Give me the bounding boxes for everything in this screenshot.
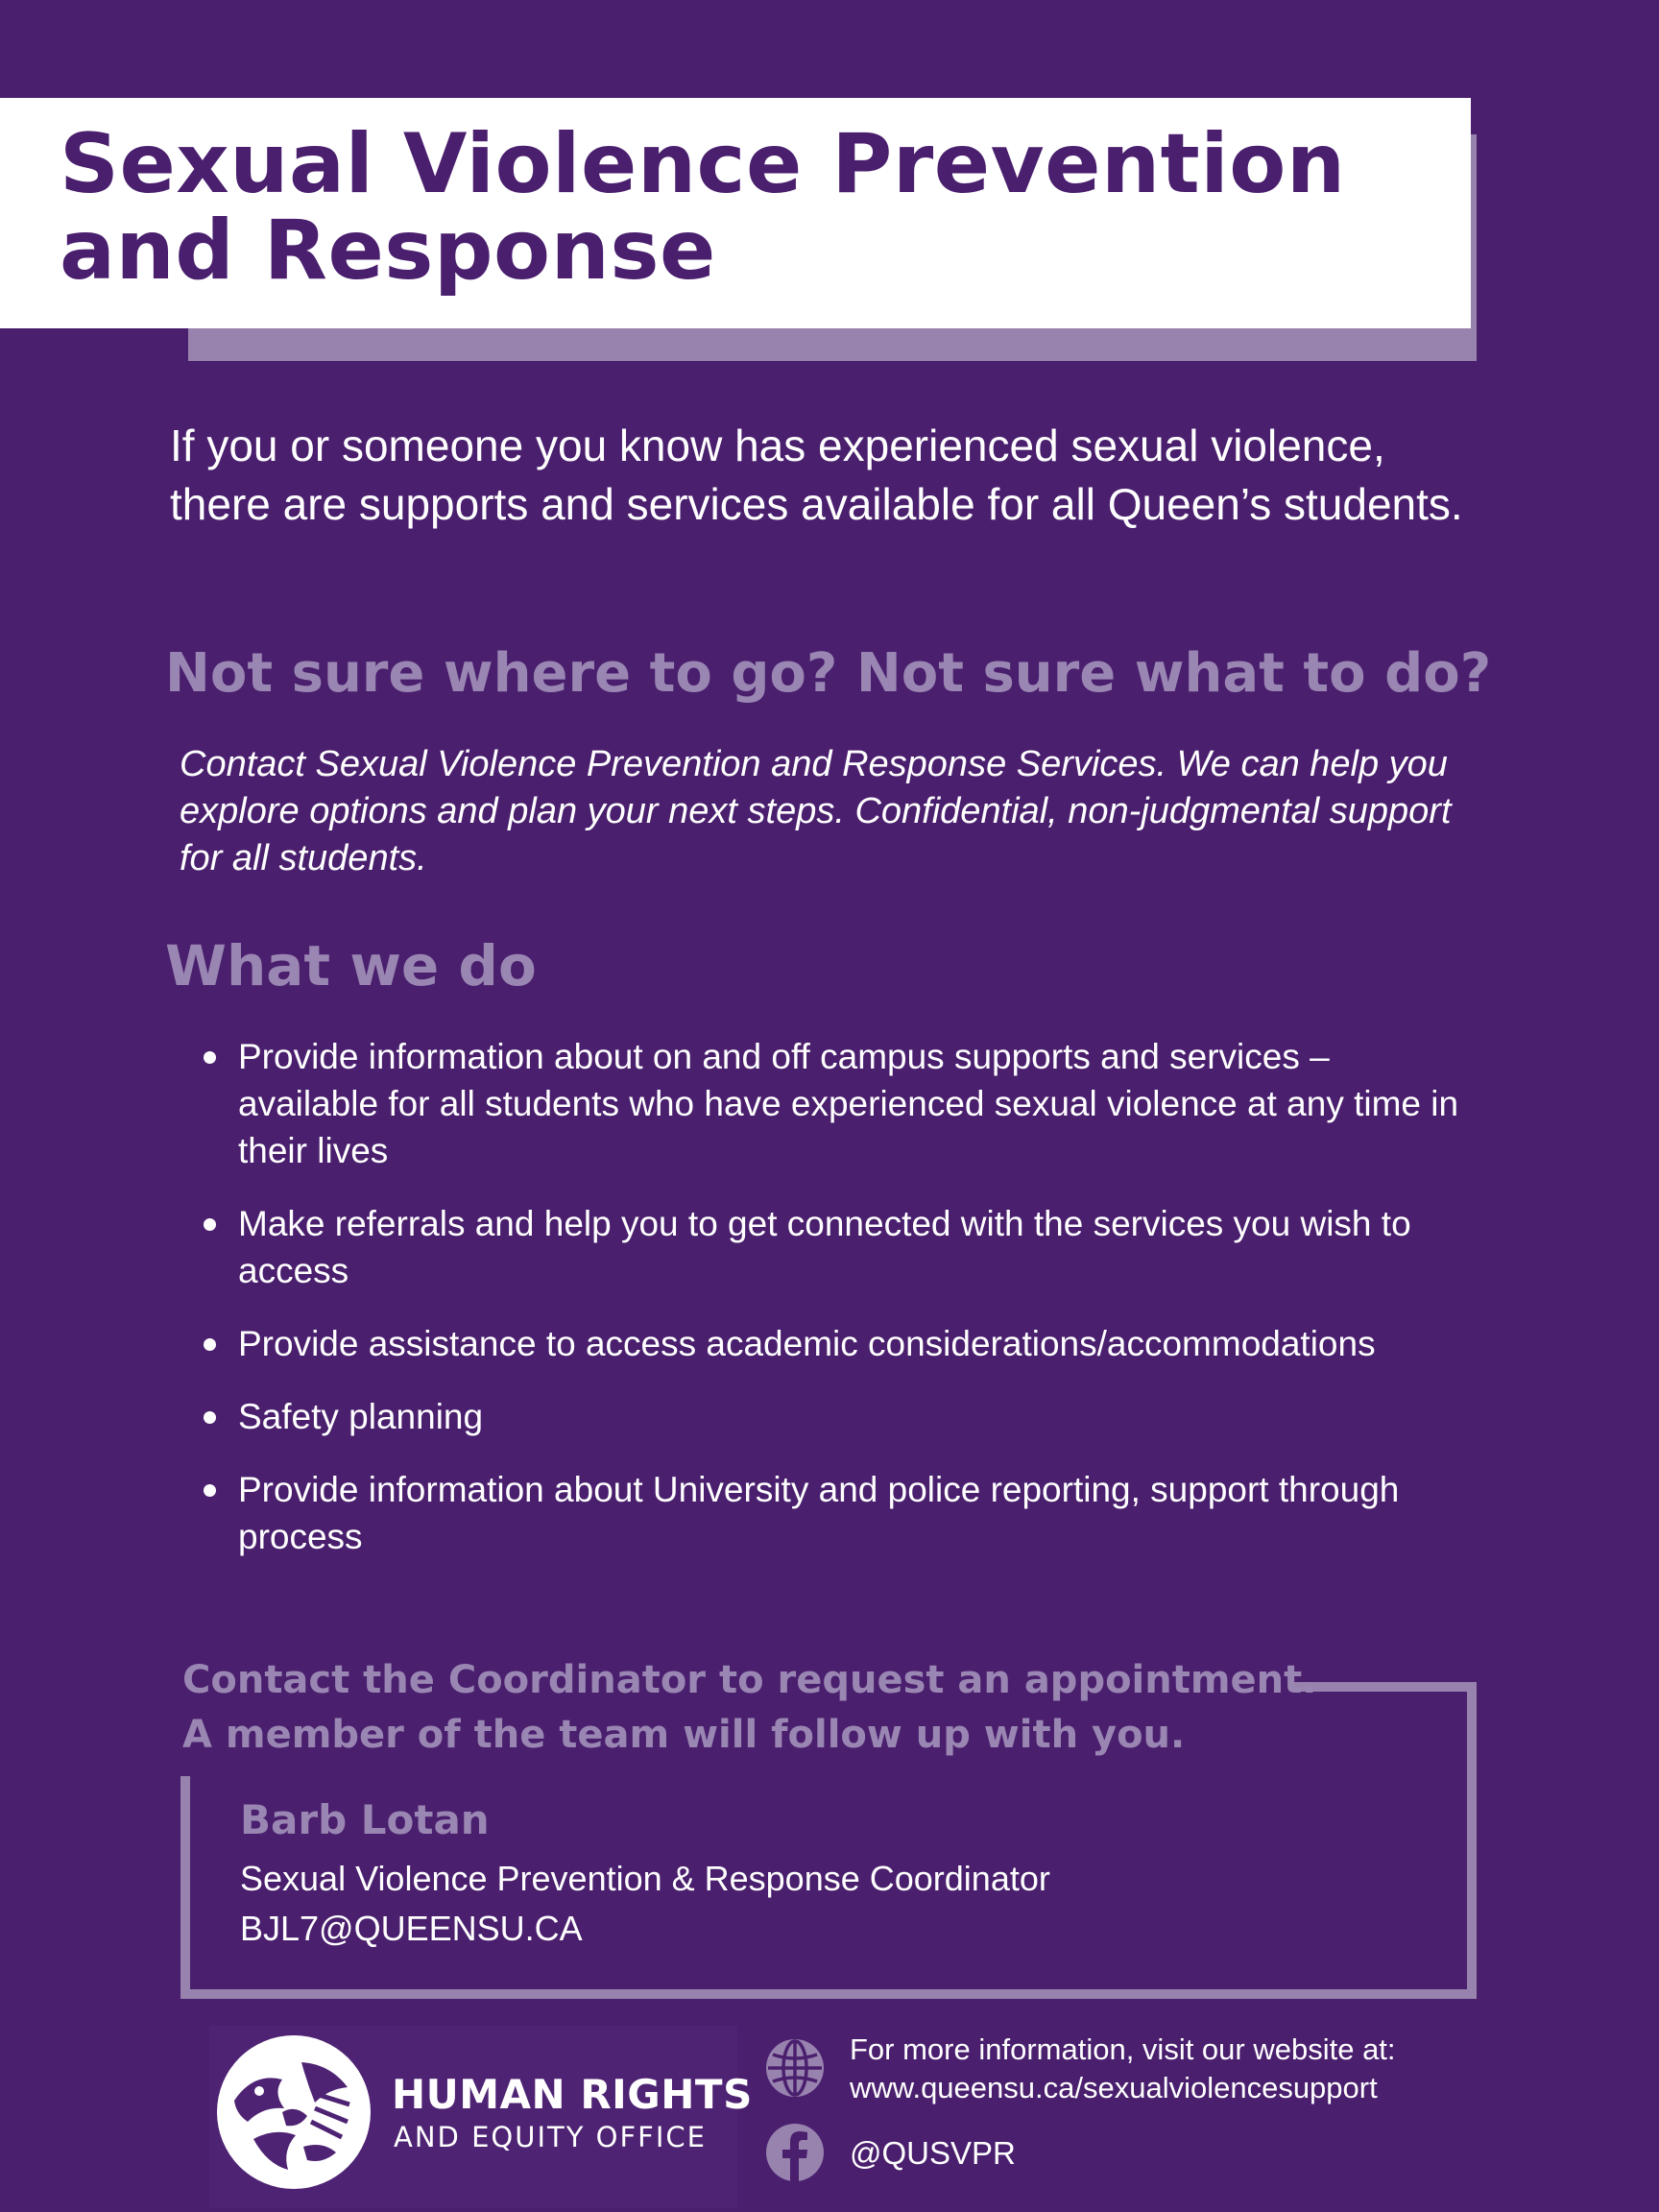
website-link[interactable]: www.queensu.ca/sexualviolencesupport	[850, 2071, 1378, 2104]
list-item: Provide assistance to access academic considerations/accommodations	[202, 1320, 1469, 1367]
list-item: Provide information about University and police reporting, support through process	[202, 1466, 1469, 1560]
coordinator-email[interactable]: BJL7@QUEENSU.CA	[240, 1909, 583, 1948]
title-line-2: and Response	[60, 203, 716, 299]
coordinator-role: Sexual Violence Prevention & Response Coordinator	[240, 1859, 1050, 1898]
list-item: Provide information about on and off campus supports and services – available for all students who have experienced sexual violence at any time in their lives	[202, 1033, 1469, 1174]
website-info-text: For more information, visit our website at:	[850, 2032, 1396, 2066]
globe-icon	[764, 2037, 826, 2099]
logo-text-line-2: AND EQUITY OFFICE	[394, 2121, 707, 2153]
not-sure-text: Contact Sexual Violence Prevention and Response Services. We can help you explore options and plan your next steps. Confidential, non-judgmental support for all students.	[180, 744, 1452, 878]
list-item: Make referrals and help you to get connected with the services you wish to access	[202, 1200, 1469, 1294]
services-list	[202, 1033, 1469, 1586]
intro-text: If you or someone you know has experienced sexual violence, there are supports and services available for all Queen’s students.	[170, 421, 1463, 529]
contact-heading-line-2: A member of the team will follow up with you.	[182, 1713, 1186, 1757]
facebook-handle[interactable]: @QUSVPR	[850, 2135, 1016, 2171]
page-title	[60, 116, 1461, 299]
list-item: Safety planning	[202, 1393, 1469, 1440]
what-we-do-heading: What we do	[165, 933, 537, 998]
not-sure-heading: Not sure where to go? Not sure what to do?	[165, 642, 1492, 705]
title-line-1: Sexual Violence Prevention	[60, 116, 1346, 212]
logo-text-line-1: HUMAN RIGHTS	[392, 2071, 753, 2118]
contact-heading-line-1: Contact the Coordinator to request an appointment.	[182, 1658, 1317, 1702]
coordinator-name: Barb Lotan	[240, 1796, 490, 1843]
facebook-icon[interactable]	[764, 2122, 826, 2183]
contact-heading	[182, 1653, 1334, 1763]
hreo-logo-icon	[215, 2033, 373, 2191]
